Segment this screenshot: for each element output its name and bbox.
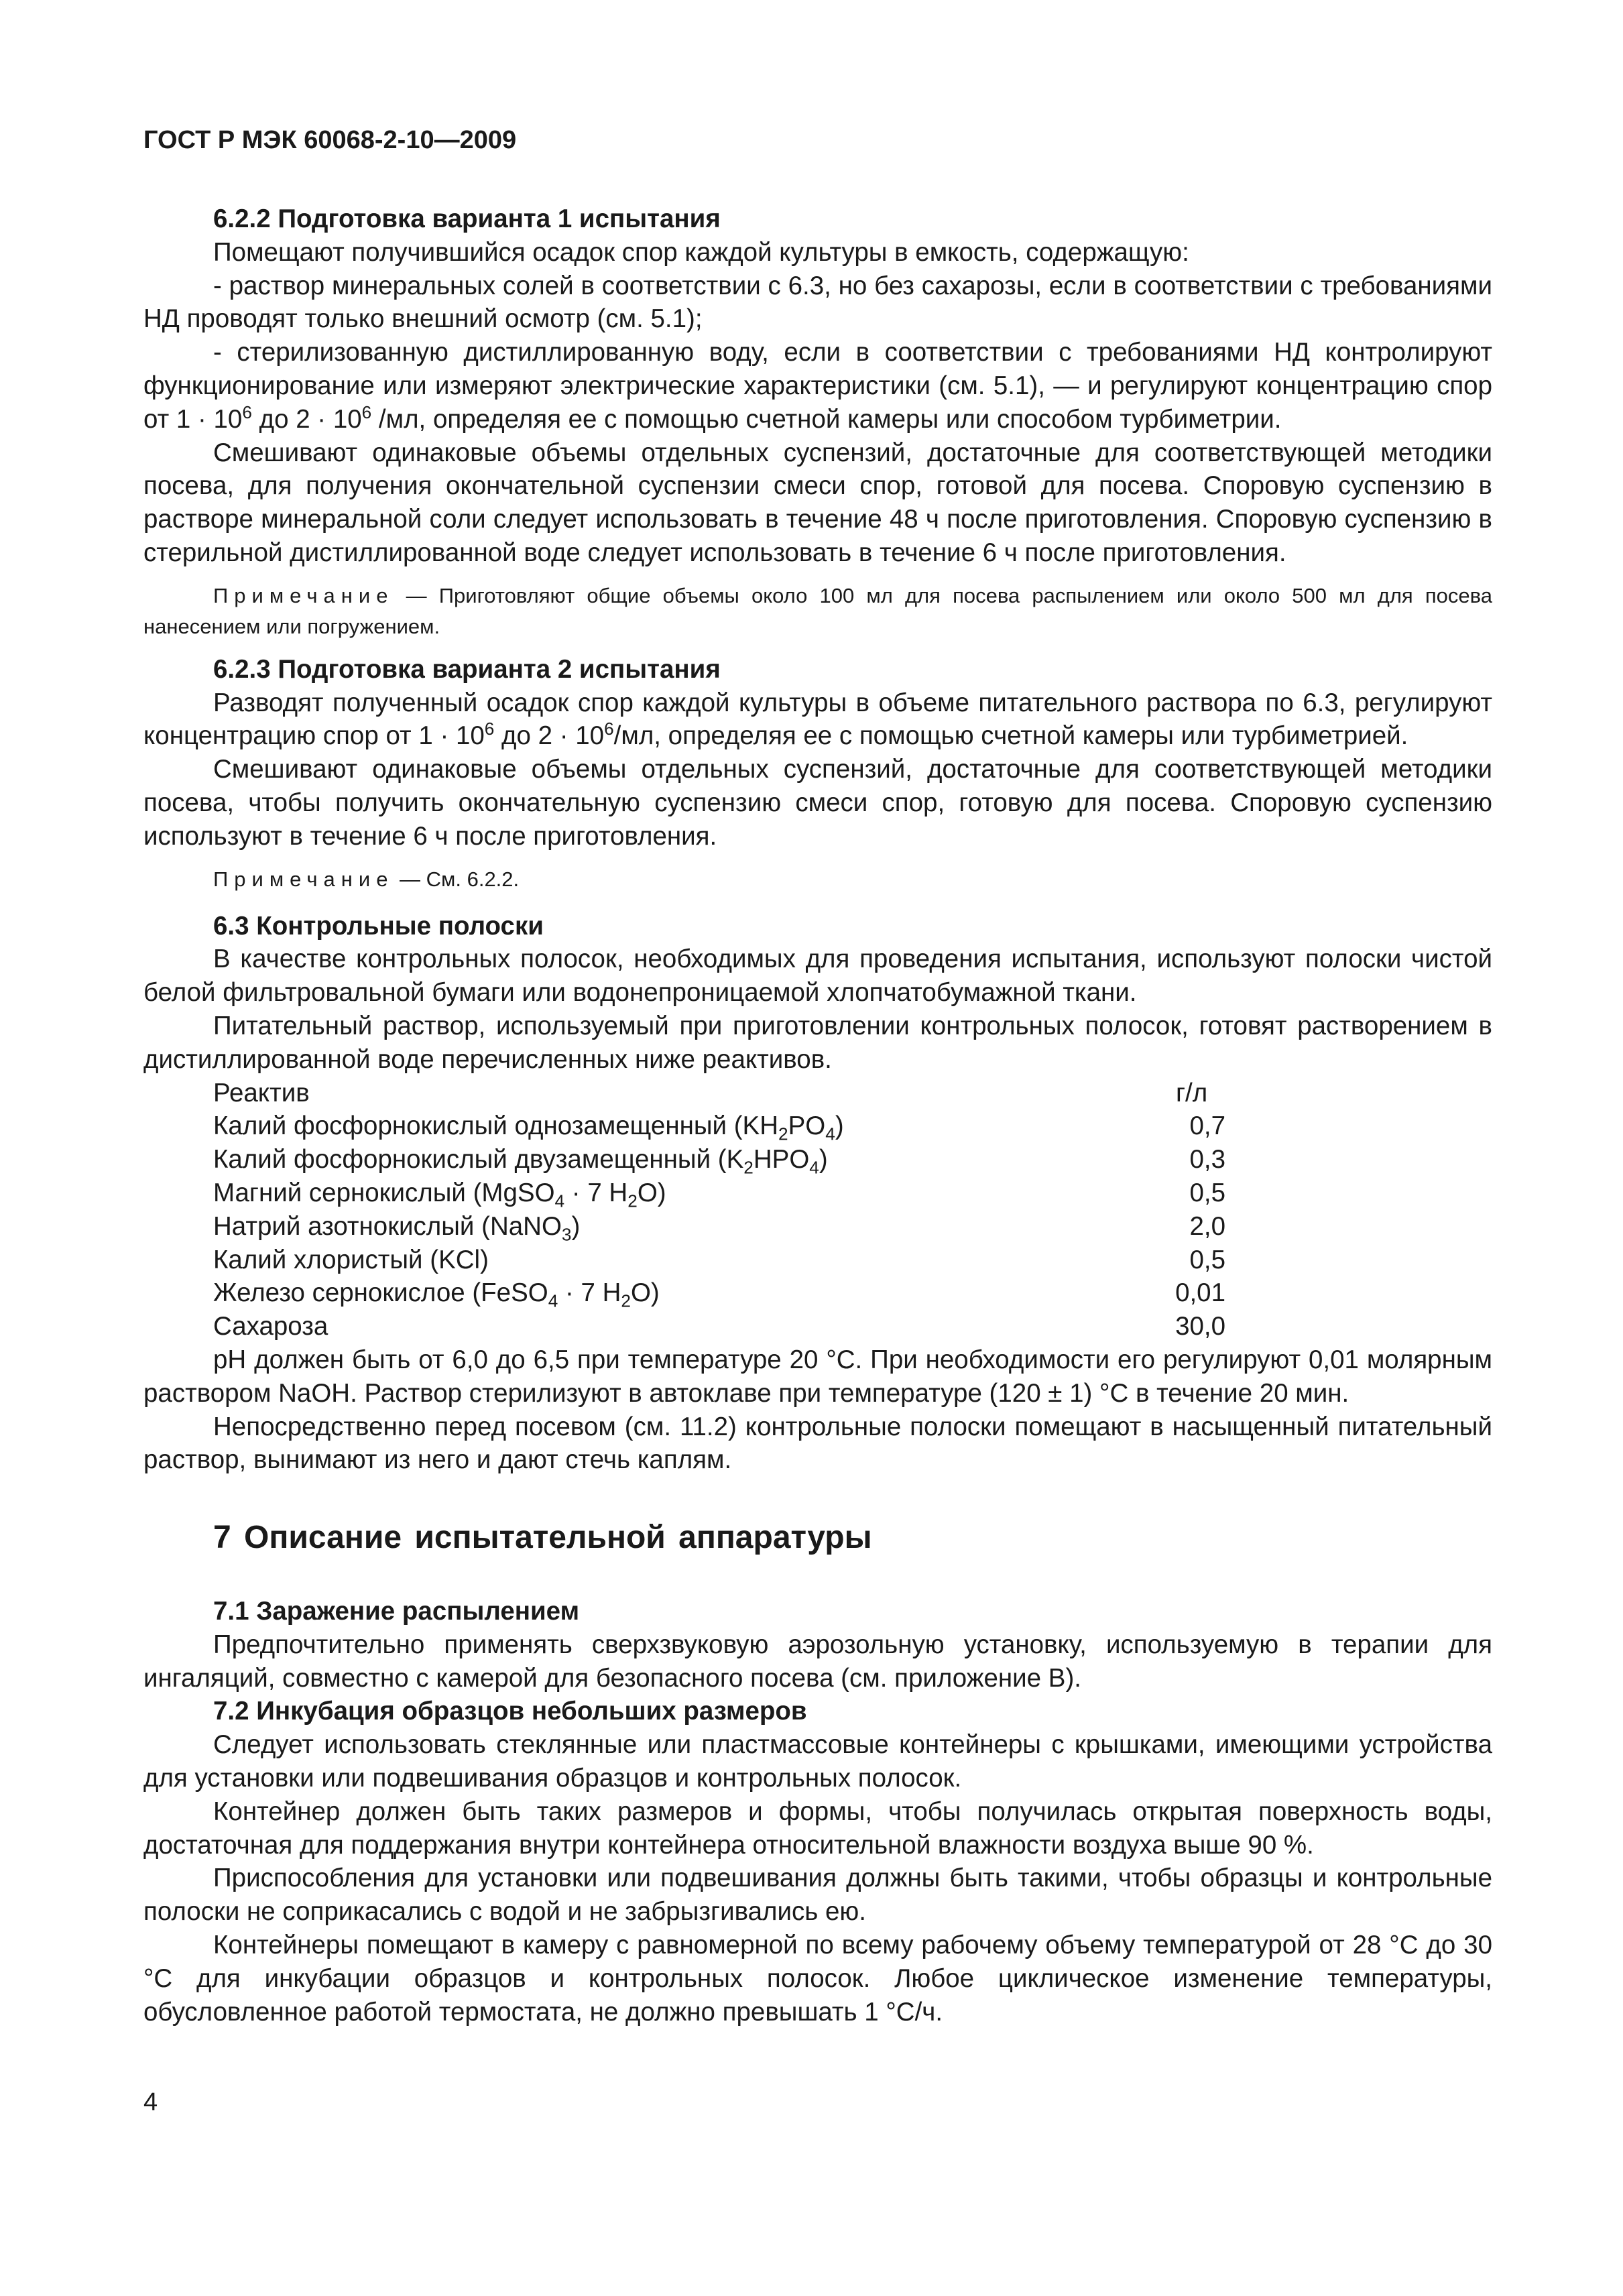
reagent-row <box>213 1109 1492 1143</box>
section-7-title: 7 Описание испытательной аппаратуры <box>213 1520 872 1556</box>
paragraph: Следует использовать стеклянные или пластмассовые контейнеры с крышками, имеющими устройства для установки или подвешивания образцов и контрольных полосок. <box>143 1730 1492 1793</box>
reagent-row <box>213 1244 1492 1277</box>
note-label: Примечание <box>213 583 394 607</box>
paragraph: - стерилизованную дистиллированную воду, если в соответствии с требованиями НД контролируют функционирование или измеряют электрические характеристики (см. 5.1), — и регулируют концентрацию спор от $1 \cdot 10^6$ до $2 \cdot 10^6$ /мл, определяя ее с помощью счетной камеры или способом турбиметрии. <box>143 338 1492 434</box>
section-7-2-title: 7.2 Инкубация образцов небольших размеров <box>213 1697 807 1726</box>
reagent-name: Сахароза <box>213 1312 328 1341</box>
reagent-name: Натрий азотнокислый (NaNO$_3$) <box>213 1211 581 1245</box>
paragraph: pH должен быть от 6,0 до 6,5 при температуре 20 °С. При необходимости его регулируют 0,01 молярным раствором NaOH. Раствор стерилизуют в автоклаве при температуре (120 ± 1) °С в течение 20 мин. <box>143 1345 1492 1408</box>
paragraph: Предпочтительно применять сверхзвуковую аэрозольную установку, используемую в терапии для ингаляций, совместно с камерой для безопасного посева (см. приложение В). <box>143 1630 1492 1693</box>
reagent-row <box>213 1276 1492 1310</box>
reagent-column-header: Реактив <box>213 1078 310 1107</box>
reagents-header-row <box>213 1077 1492 1110</box>
reagent-value: 30,0 <box>1175 1312 1225 1341</box>
paragraph: Питательный раствор, используемый при приготовлении контрольных полосок, готовят растворением в дистиллированной воде перечисленных ниже реактивов. <box>143 1011 1492 1074</box>
reagent-name: Калий хлористый (KCl) <box>213 1245 489 1274</box>
reagent-name: Калий фосфорнокислый однозамещенный $(KH_2PO_4)$ <box>213 1111 844 1145</box>
section-6-3-title: 6.3 Контрольные полоски <box>213 911 544 941</box>
paragraph: Смешивают одинаковые объемы отдельных суспензий, достаточные для соответствующей методики посева, чтобы получить окончательную суспензию смеси спор, готовую для посева. Споровую суспензию используют в течение 6 ч после приготовления. <box>143 755 1492 851</box>
reagent-value: 0,01 <box>1175 1278 1225 1308</box>
unit-column-header: г/л <box>1176 1078 1208 1107</box>
reagent-row <box>213 1310 1492 1343</box>
reagent-value: 0,5 <box>1189 1245 1225 1274</box>
reagent-value: 2,0 <box>1189 1211 1225 1241</box>
reagent-value: 0,7 <box>1189 1111 1225 1141</box>
paragraph: Контейнер должен быть таких размеров и формы, чтобы получилась открытая поверхность воды, достаточная для поддержания внутри контейнера относительной влажности воздуха выше 90 %. <box>143 1797 1492 1860</box>
note-text: — См. 6.2.2. <box>394 867 520 891</box>
reagent-name: Железо сернокислое (FeSO$_4$ · 7 $H_2O$) <box>213 1278 660 1311</box>
paragraph: В качестве контрольных полосок, необходимых для проведения испытания, используют полоски чистой белой фильтровальной бумаги или водонепроницаемой хлопчатобумажной ткани. <box>143 945 1492 1008</box>
reagent-row <box>213 1210 1492 1244</box>
reagent-row <box>213 1176 1492 1210</box>
paragraph: - раствор минеральных солей в соответствии с 6.3, но без сахарозы, если в соответствии с требованиями НД проводят только внешний осмотр (см. 5.1); <box>143 271 1492 334</box>
reagent-value: 0,5 <box>1189 1178 1225 1207</box>
paragraph: Разводят полученный осадок спор каждой культуры в объеме питательного раствора по 6.3, регулируют концентрацию спор от $1 \cdot 10^6$ до $2 \cdot 10^6/мл$, определяя ее с помощью счетной камеры или турбиметрией. <box>143 688 1492 751</box>
note <box>143 581 1492 642</box>
paragraph: Приспособления для установки или подвешивания должны быть такими, чтобы образцы и контрольные полоски не соприкасались с водой и не забрызгивались ею. <box>143 1864 1492 1927</box>
reagent-value: 0,3 <box>1189 1145 1225 1174</box>
reagents-list <box>143 1077 1492 1343</box>
document-header: ГОСТ Р МЭК 60068-2-10—2009 <box>143 126 517 154</box>
page-number: 4 <box>143 2088 158 2116</box>
section-7-1-title: 7.1 Заражение распылением <box>213 1597 580 1626</box>
note <box>143 864 1492 895</box>
section-6-2-3-title: 6.2.3 Подготовка варианта 2 испытания <box>213 654 721 684</box>
note-text: — Приготовляют общие объемы около 100 мл для посева распылением или около 500 мл для посева нанесением или погружением. <box>143 583 1492 638</box>
paragraph: Помещают получившийся осадок спор каждой культуры в емкость, содержащую: <box>213 237 1189 267</box>
paragraph: Смешивают одинаковые объемы отдельных суспензий, достаточные для соответствующей методики посева, для получения окончательной суспензии смеси спор, готовой для посева. Споровую суспензию в растворе минеральной соли следует использовать в течение 48 ч после приготовления. Споровую суспензию в стерильной дистиллированной воде следует использовать в течение 6 ч после приготовления. <box>143 438 1492 567</box>
paragraph: Контейнеры помещают в камеру с равномерной по всему рабочему объему температурой от 28 °С до 30 °С для инкубации образцов и контрольных полосок. Любое циклическое изменение температуры, обусловленное работой термостата, не должно превышать 1 °С/ч. <box>143 1931 1492 2027</box>
section-6-2-2-title: 6.2.2 Подготовка варианта 1 испытания <box>213 204 721 233</box>
document-body <box>143 202 1492 2029</box>
reagent-name: Магний сернокислый (MgSO$_4$ · 7 $H_2O$) <box>213 1178 666 1211</box>
reagent-name: Калий фосфорнокислый двузамещенный $(K_2HPO_4)$ <box>213 1145 828 1178</box>
paragraph: Непосредственно перед посевом (см. 11.2) контрольные полоски помещают в насыщенный питательный раствор, вынимают из него и дают стечь каплям. <box>143 1412 1492 1475</box>
note-label: Примечание <box>213 867 394 891</box>
reagent-row <box>213 1143 1492 1176</box>
